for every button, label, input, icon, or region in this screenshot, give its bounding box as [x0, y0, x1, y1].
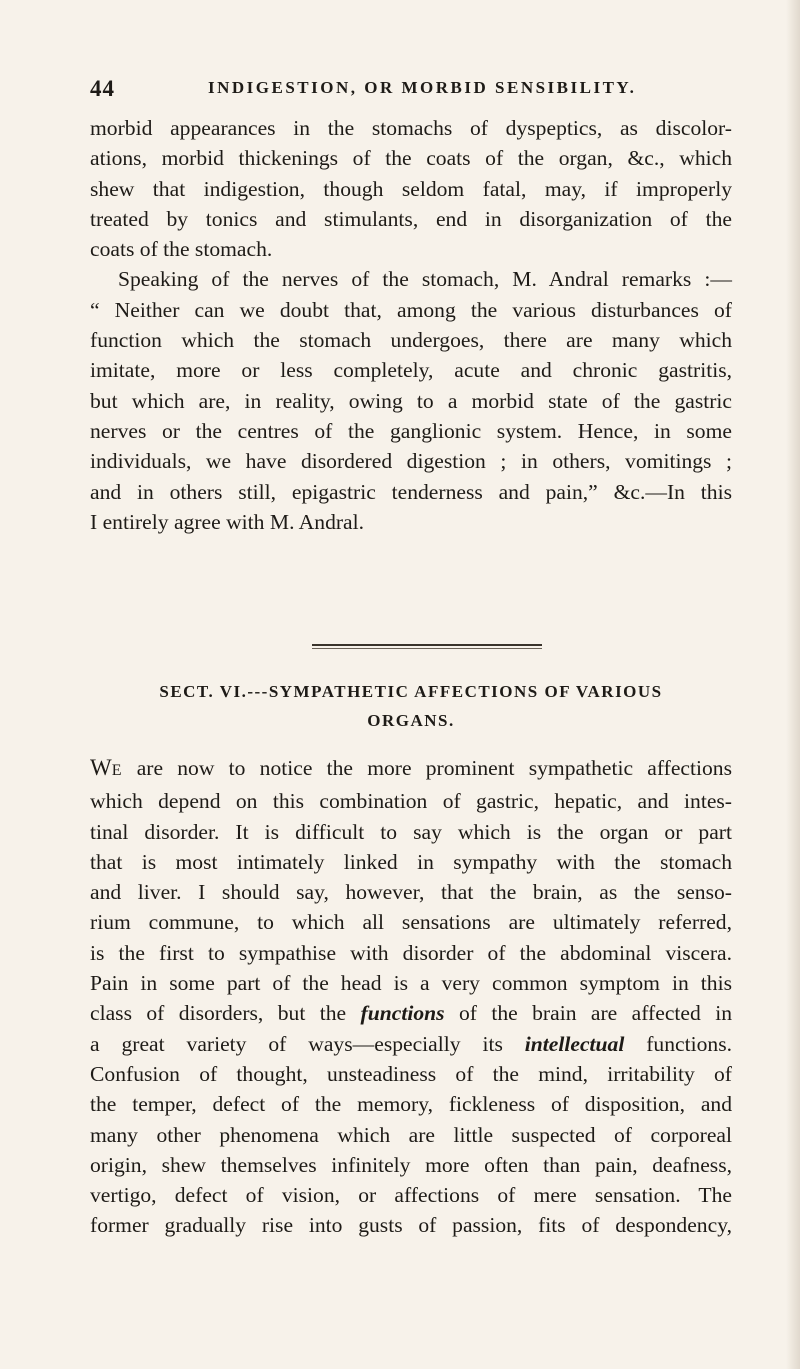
section-heading	[90, 677, 732, 735]
text-line: coats of the stomach.	[90, 237, 273, 262]
text-line: is the first to sympathise with disorder of the abdominal viscera.	[90, 940, 732, 965]
text-fragment: a great variety of ways—especially its	[90, 1031, 525, 1056]
text-fragment: functions.	[624, 1031, 733, 1056]
text-line: nerves or the centres of the ganglionic system. Hence, in some	[90, 418, 732, 443]
text-line: function which the stomach undergoes, there are many which	[90, 328, 732, 353]
text-line: and liver. I should say, however, that the brain, as the senso-	[90, 880, 732, 905]
running-header	[90, 76, 730, 102]
text-line	[90, 998, 732, 1028]
text-line	[90, 753, 732, 786]
text-line: but which are, in reality, owing to a morbid state of the gastric	[90, 388, 732, 413]
text-line: which depend on this combination of gastric, hepatic, and intes-	[90, 789, 732, 814]
text-line: imitate, more or less completely, acute and chronic gastritis,	[90, 358, 732, 383]
body-text-lower	[90, 753, 732, 1241]
running-title: INDIGESTION, OR MORBID SENSIBILITY.	[208, 78, 637, 97]
text-line: origin, shew themselves infinitely more often than pain, deafness,	[90, 1152, 732, 1177]
text-line: individuals, we have disordered digestion ; in others, vomitings ;	[90, 449, 732, 474]
text-fragment: are now to notice the more prominent sympathetic affections	[122, 756, 732, 780]
text-line: that is most intimately linked in sympathy with the stomach	[90, 849, 732, 874]
section-heading-line: ORGANS.	[367, 711, 455, 730]
text-line	[90, 1029, 732, 1059]
section-divider-rule	[312, 644, 542, 649]
text-line: ations, morbid thickenings of the coats of the organ, &c., which	[90, 146, 732, 171]
text-line: shew that indigestion, though seldom fatal, may, if improperly	[90, 176, 732, 201]
initial-letter: W	[90, 755, 112, 780]
text-line: tinal disorder. It is difficult to say which is the organ or part	[90, 819, 732, 844]
page-edge-shadow	[786, 0, 800, 1369]
text-line: I entirely agree with M. Andral.	[90, 509, 365, 534]
text-line: and in others still, epigastric tenderness and pain,” &c.—In this	[90, 479, 732, 504]
text-line: treated by tonics and stimulants, end in disorganization of the	[90, 206, 732, 231]
text-line: morbid appearances in the stomachs of dyspeptics, as discolor-	[90, 116, 732, 140]
text-line: Speaking of the nerves of the stomach, M. Andral remarks :—	[118, 267, 732, 292]
text-fragment: of the brain are affected in	[444, 1001, 732, 1026]
text-fragment: class of disorders, but the	[90, 1001, 361, 1026]
text-line: many other phenomena which are little suspected of corporeal	[90, 1122, 732, 1147]
italic-functions: functions	[360, 1001, 445, 1026]
text-line: Pain in some part of the head is a very common symptom in this	[90, 971, 732, 996]
text-line: the temper, defect of the memory, fickleness of disposition, and	[90, 1092, 732, 1117]
section-heading-line: SECT. VI.---SYMPATHETIC AFFECTIONS OF VARIOUS	[159, 682, 663, 701]
italic-intellectual: intellectual	[524, 1031, 625, 1056]
body-text-upper	[90, 113, 732, 537]
page-number: 44	[90, 76, 115, 101]
text-line: vertigo, defect of vision, or affections of mere sensation. The	[90, 1183, 732, 1208]
text-line: Confusion of thought, unsteadiness of the mind, irritability of	[90, 1061, 732, 1086]
small-caps-tail: E	[111, 762, 123, 779]
text-line: rium commune, to which all sensations are ultimately referred,	[90, 910, 732, 935]
text-line: former gradually rise into gusts of passion, fits of despondency,	[90, 1213, 732, 1238]
text-line: “ Neither can we doubt that, among the various disturbances of	[90, 297, 732, 322]
